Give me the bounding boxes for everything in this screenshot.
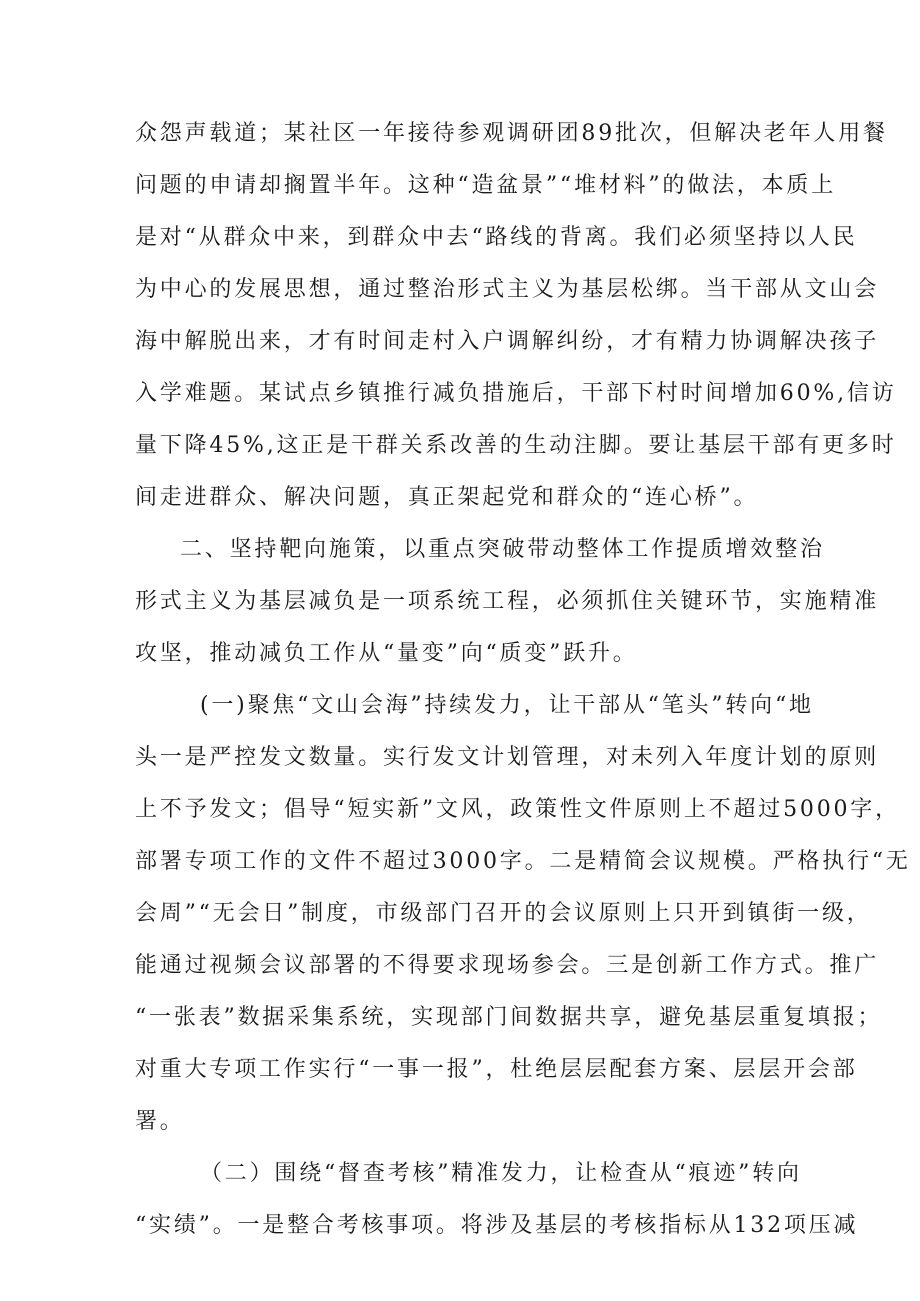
text-line: 入学难题。某试点乡镇推行减负措施后，干部下村时间增加60%,信访 bbox=[135, 381, 897, 406]
text-line: 形式主义为基层减负是一项系统工程，必须抓住关键环节，实施精准 bbox=[135, 589, 880, 614]
text-line: 为中心的发展思想，通过整治形式主义为基层松绑。当干部从文山会 bbox=[135, 277, 880, 302]
text-line: 是对“从群众中来，到群众中去“路线的背离。我们必须坚持以人民 bbox=[135, 225, 858, 250]
text-line: “实绩”。一是整合考核事项。将涉及基层的考核指标从132项压减 bbox=[135, 1213, 859, 1238]
subsection-heading: (一)聚焦“文山会海”持续发力，让干部从“笔头”转向“地 bbox=[200, 693, 814, 718]
text-line: 间走进群众、解决问题，真正架起党和群众的“连心桥”。 bbox=[135, 485, 759, 510]
text-line: 能通过视频会议部署的不得要求现场参会。三是创新工作方式。推广 bbox=[135, 953, 880, 978]
text-line: 上不予发文；倡导“短实新”文风，政策性文件原则上不超过5000字， bbox=[135, 797, 900, 822]
text-line: “一张表”数据采集系统，实现部门间数据共享，避免基层重复填报； bbox=[135, 1005, 883, 1030]
text-line: 头一是严控发文数量。实行发文计划管理，对未列入年度计划的原则 bbox=[135, 745, 880, 770]
text-line: 对重大专项工作实行“一事一报”，杜绝层层配套方案、层层开会部 bbox=[135, 1057, 858, 1082]
text-line: 署。 bbox=[135, 1109, 185, 1134]
text-line: 攻坚，推动减负工作从“量变”向“质变”跃升。 bbox=[135, 641, 638, 666]
text-line: 量下降45%,这正是干群关系改善的生动注脚。要让基层干部有更多时 bbox=[135, 433, 897, 458]
text-line: 部署专项工作的文件不超过3000字。二是精简会议规模。严格执行“无 bbox=[135, 849, 911, 874]
text-line: 众怨声载道；某社区一年接待参观调研团89批次，但解决老年人用餐 bbox=[135, 121, 888, 146]
text-line: 问题的申请却搁置半年。这种“造盆景”“堆材料”的做法，本质上 bbox=[135, 173, 836, 198]
text-line: 会周”“无会日”制度，市级部门召开的会议原则上只开到镇街一级， bbox=[135, 901, 872, 926]
section-heading: 二、坚持靶向施策，以重点突破带动整体工作提质增效整治 bbox=[180, 537, 825, 562]
text-line: 海中解脱出来，才有时间走村入户调解纠纷，才有精力协调解决孩子 bbox=[135, 329, 880, 354]
subsection-heading: （二）围绕“督查考核”精准发力，让检查从“痕迹”转向 bbox=[200, 1161, 802, 1186]
